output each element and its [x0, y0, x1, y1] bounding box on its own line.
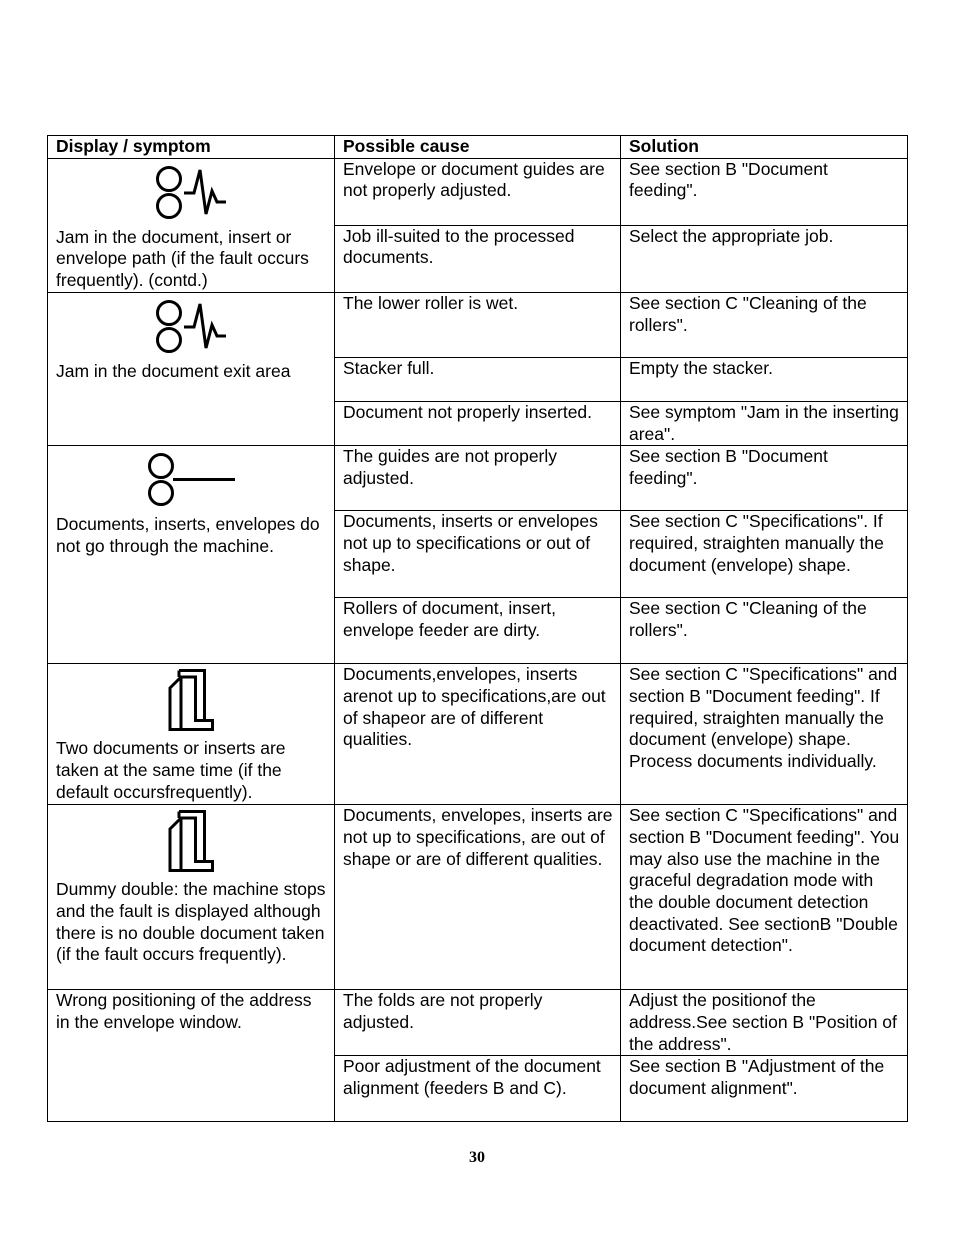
- solution-cell: See section C "Specifications" and section B "Document feeding". If required, straighten manually the document (envelope) shape. Process documents individually.: [621, 664, 908, 805]
- cause-cell: The folds are not properly adjusted.: [335, 990, 621, 1056]
- jam-icon: [154, 164, 230, 220]
- solution-cell: Empty the stacker.: [621, 357, 908, 401]
- jam-icon: [154, 298, 230, 354]
- cause-cell: Documents, envelopes, inserts are not up to specifications, are out of shape or are of different qualities.: [335, 805, 621, 990]
- header-possible-cause: Possible cause: [335, 136, 621, 159]
- symptom-cell: Wrong positioning of the address in the envelope window.: [48, 990, 335, 1122]
- solution-cell: Adjust the positionof the address.See section B "Position of the address".: [621, 990, 908, 1056]
- table-row: [48, 990, 908, 1056]
- symptom-text: Dummy double: the machine stops and the fault is displayed although there is no double document taken (if the fault occurs frequently).: [56, 879, 326, 965]
- table-header-row: [48, 136, 908, 159]
- header-solution: Solution: [621, 136, 908, 159]
- symptom-cell: [48, 158, 335, 292]
- no-feed-icon: [147, 451, 237, 507]
- solution-cell: See section C "Specifications". If required, straighten manually the document (envelope) shape.: [621, 511, 908, 598]
- symptom-cell: [48, 805, 335, 990]
- symptom-cell: [48, 664, 335, 805]
- symptom-cell: [48, 292, 335, 445]
- solution-cell: See section C "Specifications" and section B "Document feeding". You may also use the machine in the graceful degradation mode with the double document detection deactivated. See sectionB "Double document detection".: [621, 805, 908, 990]
- cause-cell: The lower roller is wet.: [335, 292, 621, 357]
- symptom-text: Two documents or inserts are taken at the same time (if the default occursfrequently).: [56, 738, 286, 802]
- symptom-text: Jam in the document, insert or envelope path (if the fault occurs frequently). (contd.): [56, 226, 309, 291]
- solution-cell: See section B "Document feeding".: [621, 446, 908, 511]
- cause-cell: Document not properly inserted.: [335, 401, 621, 445]
- table-row: [48, 805, 908, 990]
- double-document-icon: [167, 669, 217, 733]
- troubleshooting-table: [47, 135, 908, 1122]
- cause-cell: Envelope or document guides are not properly adjusted.: [335, 158, 621, 225]
- symptom-cell: [48, 446, 335, 664]
- cause-cell: Poor adjustment of the document alignment (feeders B and C).: [335, 1056, 621, 1122]
- solution-cell: See section B "Adjustment of the document alignment".: [621, 1056, 908, 1122]
- symptom-text: Jam in the document exit area: [56, 360, 291, 381]
- table-row: [48, 446, 908, 511]
- cause-cell: Job ill-suited to the processed documents.: [335, 225, 621, 292]
- solution-cell: Select the appropriate job.: [621, 225, 908, 292]
- symptom-text: Documents, inserts, envelopes do not go through the machine.: [56, 514, 320, 556]
- solution-cell: See section C "Cleaning of the rollers".: [621, 292, 908, 357]
- solution-cell: See symptom "Jam in the inserting area".: [621, 401, 908, 445]
- cause-cell: Documents, inserts or envelopes not up to specifications or out of shape.: [335, 511, 621, 598]
- header-display-symptom: Display / symptom: [48, 136, 335, 159]
- table-row: [48, 292, 908, 357]
- cause-cell: Stacker full.: [335, 357, 621, 401]
- table-row: [48, 158, 908, 225]
- cause-cell: The guides are not properly adjusted.: [335, 446, 621, 511]
- solution-cell: See section B "Document feeding".: [621, 158, 908, 225]
- cause-cell: Documents,envelopes, inserts arenot up to specifications,are out of shapeor are of different qualities.: [335, 664, 621, 805]
- table-row: [48, 664, 908, 805]
- solution-cell: See section C "Cleaning of the rollers".: [621, 598, 908, 664]
- double-document-icon: [167, 810, 217, 874]
- cause-cell: Rollers of document, insert, envelope feeder are dirty.: [335, 598, 621, 664]
- page-number: 30: [469, 1149, 485, 1166]
